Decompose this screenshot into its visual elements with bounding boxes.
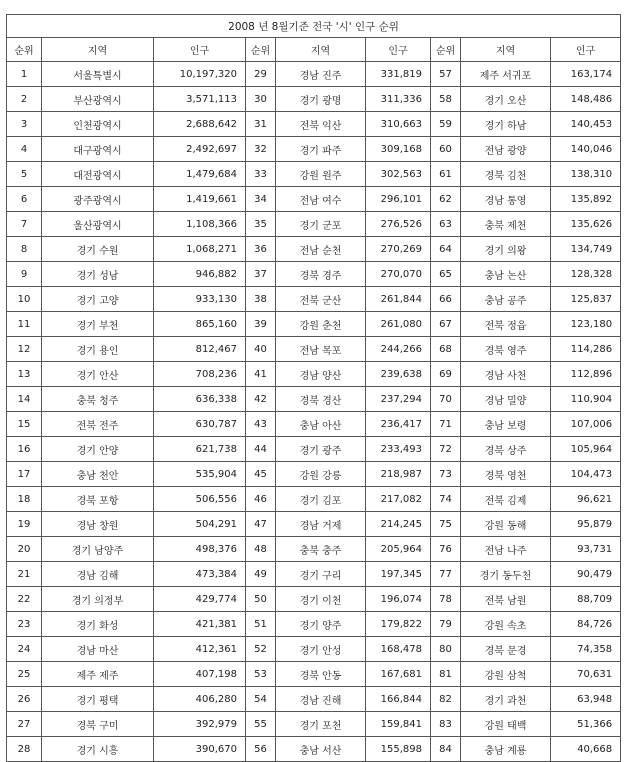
cell-population: 473,384 [154, 562, 246, 587]
cell-region: 경기 이천 [276, 587, 366, 612]
cell-population: 93,731 [551, 537, 621, 562]
cell-rank: 76 [431, 537, 461, 562]
cell-region: 전남 나주 [461, 537, 551, 562]
cell-population: 270,269 [366, 237, 431, 262]
cell-rank: 6 [7, 187, 42, 212]
cell-region: 광주광역시 [42, 187, 154, 212]
cell-region: 서울특별시 [42, 62, 154, 87]
cell-population: 140,046 [551, 137, 621, 162]
cell-population: 90,479 [551, 562, 621, 587]
table-row [7, 162, 621, 187]
cell-rank: 79 [431, 612, 461, 637]
cell-region: 경남 진해 [276, 687, 366, 712]
table-row [7, 462, 621, 487]
cell-rank: 71 [431, 412, 461, 437]
cell-region: 강원 삼척 [461, 662, 551, 687]
cell-region: 경남 김해 [42, 562, 154, 587]
header-population: 인구 [551, 38, 621, 62]
cell-rank: 1 [7, 62, 42, 87]
cell-region: 경남 사천 [461, 362, 551, 387]
table-title: 2008 년 8월기준 전국 '시' 인구 순위 [7, 15, 621, 38]
cell-region: 경기 남양주 [42, 537, 154, 562]
cell-population: 237,294 [366, 387, 431, 412]
cell-population: 205,964 [366, 537, 431, 562]
cell-population: 1,108,366 [154, 212, 246, 237]
cell-region: 부산광역시 [42, 87, 154, 112]
cell-region: 충남 논산 [461, 262, 551, 287]
cell-region: 전북 군산 [276, 287, 366, 312]
cell-population: 163,174 [551, 62, 621, 87]
cell-region: 경북 포항 [42, 487, 154, 512]
cell-region: 강원 속초 [461, 612, 551, 637]
header-rank: 순위 [431, 38, 461, 62]
cell-rank: 56 [246, 737, 276, 762]
table-row [7, 312, 621, 337]
cell-population: 110,904 [551, 387, 621, 412]
cell-rank: 40 [246, 337, 276, 362]
table-row [7, 362, 621, 387]
cell-population: 138,310 [551, 162, 621, 187]
cell-rank: 13 [7, 362, 42, 387]
cell-region: 충남 아산 [276, 412, 366, 437]
cell-population: 390,670 [154, 737, 246, 762]
cell-rank: 33 [246, 162, 276, 187]
cell-population: 421,381 [154, 612, 246, 637]
cell-rank: 8 [7, 237, 42, 262]
cell-region: 강원 동해 [461, 512, 551, 537]
cell-population: 636,338 [154, 387, 246, 412]
population-ranking-table [6, 14, 621, 762]
cell-region: 충북 충주 [276, 537, 366, 562]
cell-region: 경남 통영 [461, 187, 551, 212]
table-row [7, 437, 621, 462]
title-row [7, 15, 621, 38]
cell-region: 경기 성남 [42, 262, 154, 287]
table-row [7, 487, 621, 512]
cell-region: 경북 김천 [461, 162, 551, 187]
cell-rank: 62 [431, 187, 461, 212]
cell-rank: 73 [431, 462, 461, 487]
cell-region: 경기 군포 [276, 212, 366, 237]
cell-rank: 46 [246, 487, 276, 512]
cell-rank: 28 [7, 737, 42, 762]
cell-region: 경기 안산 [42, 362, 154, 387]
table-row [7, 737, 621, 762]
cell-region: 전남 광양 [461, 137, 551, 162]
table-row [7, 387, 621, 412]
cell-population: 10,197,320 [154, 62, 246, 87]
cell-region: 강원 춘천 [276, 312, 366, 337]
table-row [7, 62, 621, 87]
cell-region: 경북 영천 [461, 462, 551, 487]
cell-region: 경기 안양 [42, 437, 154, 462]
header-region: 지역 [276, 38, 366, 62]
cell-rank: 66 [431, 287, 461, 312]
cell-population: 128,328 [551, 262, 621, 287]
cell-rank: 32 [246, 137, 276, 162]
cell-region: 경기 과천 [461, 687, 551, 712]
header-region: 지역 [42, 38, 154, 62]
cell-rank: 16 [7, 437, 42, 462]
cell-population: 179,822 [366, 612, 431, 637]
cell-rank: 38 [246, 287, 276, 312]
cell-population: 504,291 [154, 512, 246, 537]
cell-population: 1,479,684 [154, 162, 246, 187]
cell-rank: 58 [431, 87, 461, 112]
cell-population: 261,844 [366, 287, 431, 312]
header-rank: 순위 [7, 38, 42, 62]
cell-population: 166,844 [366, 687, 431, 712]
cell-rank: 72 [431, 437, 461, 462]
cell-rank: 45 [246, 462, 276, 487]
cell-rank: 44 [246, 437, 276, 462]
cell-region: 경기 안성 [276, 637, 366, 662]
cell-rank: 77 [431, 562, 461, 587]
cell-population: 506,556 [154, 487, 246, 512]
cell-region: 전남 여수 [276, 187, 366, 212]
cell-rank: 9 [7, 262, 42, 287]
cell-population: 70,631 [551, 662, 621, 687]
cell-rank: 61 [431, 162, 461, 187]
cell-rank: 57 [431, 62, 461, 87]
cell-region: 전북 익산 [276, 112, 366, 137]
header-region: 지역 [461, 38, 551, 62]
cell-region: 충남 서산 [276, 737, 366, 762]
cell-population: 331,819 [366, 62, 431, 87]
cell-rank: 10 [7, 287, 42, 312]
cell-rank: 81 [431, 662, 461, 687]
cell-region: 경기 동두천 [461, 562, 551, 587]
cell-region: 경기 광명 [276, 87, 366, 112]
cell-population: 302,563 [366, 162, 431, 187]
table-row [7, 662, 621, 687]
table-row [7, 212, 621, 237]
header-population: 인구 [154, 38, 246, 62]
cell-rank: 11 [7, 312, 42, 337]
header-rank: 순위 [246, 38, 276, 62]
cell-rank: 41 [246, 362, 276, 387]
table-row [7, 137, 621, 162]
cell-population: 946,882 [154, 262, 246, 287]
cell-rank: 53 [246, 662, 276, 687]
cell-region: 전남 목포 [276, 337, 366, 362]
cell-rank: 20 [7, 537, 42, 562]
cell-region: 전북 전주 [42, 412, 154, 437]
cell-rank: 70 [431, 387, 461, 412]
cell-rank: 65 [431, 262, 461, 287]
cell-rank: 27 [7, 712, 42, 737]
table-row [7, 637, 621, 662]
cell-region: 경남 밀양 [461, 387, 551, 412]
cell-rank: 47 [246, 512, 276, 537]
cell-rank: 24 [7, 637, 42, 662]
cell-rank: 78 [431, 587, 461, 612]
cell-rank: 39 [246, 312, 276, 337]
cell-rank: 23 [7, 612, 42, 637]
cell-rank: 3 [7, 112, 42, 137]
cell-region: 제주 서귀포 [461, 62, 551, 87]
cell-region: 경기 용인 [42, 337, 154, 362]
cell-region: 전북 남원 [461, 587, 551, 612]
cell-population: 270,070 [366, 262, 431, 287]
cell-population: 3,571,113 [154, 87, 246, 112]
cell-rank: 63 [431, 212, 461, 237]
cell-region: 제주 제주 [42, 662, 154, 687]
cell-region: 경기 오산 [461, 87, 551, 112]
cell-region: 경기 파주 [276, 137, 366, 162]
cell-population: 429,774 [154, 587, 246, 612]
cell-region: 경기 의정부 [42, 587, 154, 612]
cell-population: 95,879 [551, 512, 621, 537]
cell-rank: 36 [246, 237, 276, 262]
cell-population: 134,749 [551, 237, 621, 262]
cell-region: 경기 포천 [276, 712, 366, 737]
cell-population: 105,964 [551, 437, 621, 462]
cell-population: 276,526 [366, 212, 431, 237]
cell-region: 경기 수원 [42, 237, 154, 262]
cell-population: 233,493 [366, 437, 431, 462]
cell-population: 236,417 [366, 412, 431, 437]
cell-rank: 35 [246, 212, 276, 237]
cell-population: 148,486 [551, 87, 621, 112]
table-row [7, 562, 621, 587]
cell-region: 경북 경주 [276, 262, 366, 287]
cell-rank: 82 [431, 687, 461, 712]
table-row [7, 87, 621, 112]
table-row [7, 587, 621, 612]
cell-region: 충북 청주 [42, 387, 154, 412]
cell-population: 114,286 [551, 337, 621, 362]
cell-rank: 26 [7, 687, 42, 712]
table-row [7, 337, 621, 362]
cell-rank: 17 [7, 462, 42, 487]
cell-population: 40,668 [551, 737, 621, 762]
cell-region: 경기 의왕 [461, 237, 551, 262]
cell-region: 경북 구미 [42, 712, 154, 737]
cell-population: 261,080 [366, 312, 431, 337]
cell-rank: 80 [431, 637, 461, 662]
table-body [7, 15, 621, 762]
cell-population: 412,361 [154, 637, 246, 662]
cell-population: 84,726 [551, 612, 621, 637]
cell-region: 경남 양산 [276, 362, 366, 387]
cell-region: 경기 양주 [276, 612, 366, 637]
table-row [7, 237, 621, 262]
cell-population: 74,358 [551, 637, 621, 662]
table-row [7, 112, 621, 137]
cell-population: 812,467 [154, 337, 246, 362]
cell-region: 경북 안동 [276, 662, 366, 687]
cell-population: 535,904 [154, 462, 246, 487]
cell-region: 경기 시흥 [42, 737, 154, 762]
cell-rank: 25 [7, 662, 42, 687]
cell-region: 경북 경산 [276, 387, 366, 412]
cell-region: 경기 광주 [276, 437, 366, 462]
cell-region: 경남 진주 [276, 62, 366, 87]
cell-population: 125,837 [551, 287, 621, 312]
cell-population: 96,621 [551, 487, 621, 512]
cell-region: 경북 문경 [461, 637, 551, 662]
cell-region: 경북 영주 [461, 337, 551, 362]
cell-rank: 54 [246, 687, 276, 712]
cell-region: 강원 강릉 [276, 462, 366, 487]
cell-region: 충북 제천 [461, 212, 551, 237]
cell-population: 407,198 [154, 662, 246, 687]
cell-rank: 34 [246, 187, 276, 212]
cell-population: 168,478 [366, 637, 431, 662]
cell-population: 392,979 [154, 712, 246, 737]
cell-region: 경기 화성 [42, 612, 154, 637]
cell-rank: 52 [246, 637, 276, 662]
cell-region: 전북 정읍 [461, 312, 551, 337]
cell-rank: 55 [246, 712, 276, 737]
cell-population: 123,180 [551, 312, 621, 337]
cell-region: 경기 부천 [42, 312, 154, 337]
table-row [7, 712, 621, 737]
cell-population: 155,898 [366, 737, 431, 762]
table-row [7, 262, 621, 287]
cell-rank: 29 [246, 62, 276, 87]
cell-population: 311,336 [366, 87, 431, 112]
cell-population: 104,473 [551, 462, 621, 487]
cell-population: 196,074 [366, 587, 431, 612]
cell-region: 경기 고양 [42, 287, 154, 312]
cell-region: 전북 김제 [461, 487, 551, 512]
cell-region: 경기 김포 [276, 487, 366, 512]
cell-region: 경남 창원 [42, 512, 154, 537]
cell-population: 2,688,642 [154, 112, 246, 137]
cell-rank: 30 [246, 87, 276, 112]
cell-population: 63,948 [551, 687, 621, 712]
cell-region: 경기 하남 [461, 112, 551, 137]
cell-population: 107,006 [551, 412, 621, 437]
cell-population: 217,082 [366, 487, 431, 512]
cell-region: 경남 마산 [42, 637, 154, 662]
cell-population: 310,663 [366, 112, 431, 137]
cell-rank: 19 [7, 512, 42, 537]
cell-region: 강원 원주 [276, 162, 366, 187]
cell-rank: 75 [431, 512, 461, 537]
table-row [7, 412, 621, 437]
table-wrapper [6, 14, 621, 762]
cell-region: 대전광역시 [42, 162, 154, 187]
cell-population: 2,492,697 [154, 137, 246, 162]
cell-population: 135,892 [551, 187, 621, 212]
cell-population: 140,453 [551, 112, 621, 137]
cell-population: 1,419,661 [154, 187, 246, 212]
cell-population: 498,376 [154, 537, 246, 562]
cell-rank: 83 [431, 712, 461, 737]
cell-population: 630,787 [154, 412, 246, 437]
cell-rank: 14 [7, 387, 42, 412]
cell-rank: 2 [7, 87, 42, 112]
cell-population: 51,366 [551, 712, 621, 737]
cell-rank: 42 [246, 387, 276, 412]
cell-region: 경기 평택 [42, 687, 154, 712]
cell-rank: 64 [431, 237, 461, 262]
cell-population: 159,841 [366, 712, 431, 737]
cell-population: 296,101 [366, 187, 431, 212]
header-population: 인구 [366, 38, 431, 62]
table-row [7, 512, 621, 537]
cell-rank: 5 [7, 162, 42, 187]
table-row [7, 687, 621, 712]
cell-rank: 31 [246, 112, 276, 137]
cell-region: 인천광역시 [42, 112, 154, 137]
cell-rank: 48 [246, 537, 276, 562]
cell-population: 1,068,271 [154, 237, 246, 262]
cell-population: 933,130 [154, 287, 246, 312]
cell-rank: 60 [431, 137, 461, 162]
cell-population: 708,236 [154, 362, 246, 387]
cell-rank: 49 [246, 562, 276, 587]
cell-region: 강원 태백 [461, 712, 551, 737]
cell-rank: 18 [7, 487, 42, 512]
cell-population: 214,245 [366, 512, 431, 537]
cell-region: 충남 계룡 [461, 737, 551, 762]
cell-rank: 43 [246, 412, 276, 437]
cell-rank: 22 [7, 587, 42, 612]
cell-population: 406,280 [154, 687, 246, 712]
cell-rank: 12 [7, 337, 42, 362]
cell-rank: 51 [246, 612, 276, 637]
cell-population: 218,987 [366, 462, 431, 487]
cell-population: 244,266 [366, 337, 431, 362]
cell-region: 충남 공주 [461, 287, 551, 312]
table-row [7, 287, 621, 312]
cell-rank: 21 [7, 562, 42, 587]
cell-population: 112,896 [551, 362, 621, 387]
cell-region: 경기 구리 [276, 562, 366, 587]
table-row [7, 537, 621, 562]
header-row [7, 38, 621, 62]
cell-region: 대구광역시 [42, 137, 154, 162]
cell-rank: 15 [7, 412, 42, 437]
cell-rank: 67 [431, 312, 461, 337]
cell-population: 88,709 [551, 587, 621, 612]
cell-region: 경남 거제 [276, 512, 366, 537]
cell-population: 239,638 [366, 362, 431, 387]
cell-rank: 50 [246, 587, 276, 612]
cell-population: 865,160 [154, 312, 246, 337]
table-row [7, 612, 621, 637]
cell-rank: 69 [431, 362, 461, 387]
cell-population: 309,168 [366, 137, 431, 162]
cell-rank: 59 [431, 112, 461, 137]
cell-region: 충남 보령 [461, 412, 551, 437]
cell-population: 167,681 [366, 662, 431, 687]
cell-rank: 37 [246, 262, 276, 287]
cell-rank: 68 [431, 337, 461, 362]
cell-population: 197,345 [366, 562, 431, 587]
cell-region: 울산광역시 [42, 212, 154, 237]
cell-population: 621,738 [154, 437, 246, 462]
cell-region: 전남 순천 [276, 237, 366, 262]
cell-rank: 4 [7, 137, 42, 162]
cell-region: 충남 천안 [42, 462, 154, 487]
cell-rank: 74 [431, 487, 461, 512]
table-row [7, 187, 621, 212]
cell-region: 경북 상주 [461, 437, 551, 462]
cell-population: 135,626 [551, 212, 621, 237]
cell-rank: 7 [7, 212, 42, 237]
cell-rank: 84 [431, 737, 461, 762]
